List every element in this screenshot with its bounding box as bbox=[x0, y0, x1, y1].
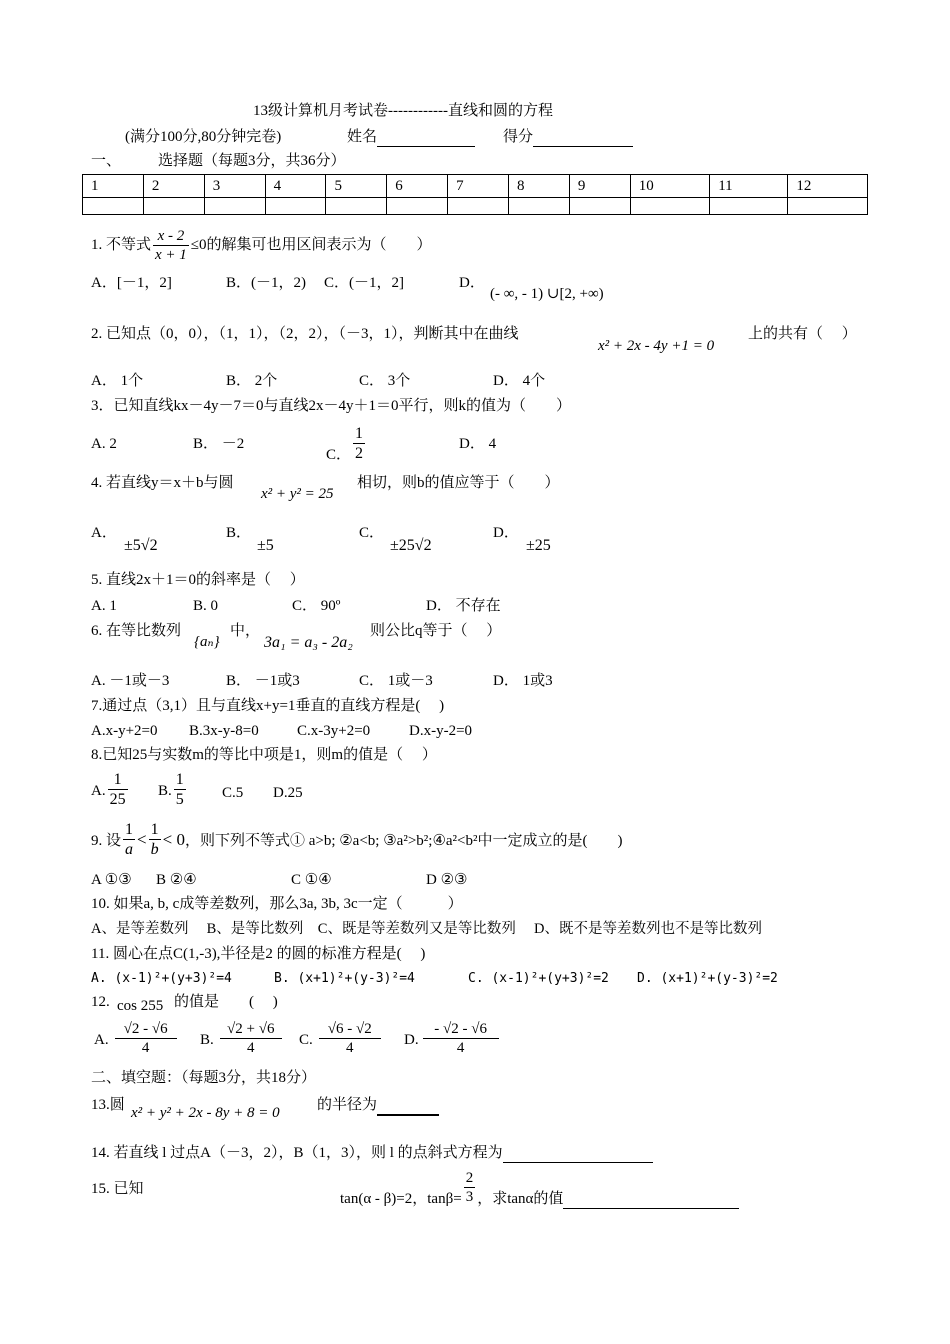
q3-option-b[interactable]: B． －2 bbox=[193, 436, 245, 452]
answer-table-header-4: 4 bbox=[265, 175, 326, 198]
q6-option-b[interactable]: B． －1或3 bbox=[226, 673, 300, 689]
q14-answer-blank[interactable] bbox=[503, 1145, 653, 1163]
answer-table-header-10: 10 bbox=[630, 175, 710, 198]
q6-sequence: {aₙ} bbox=[194, 634, 220, 650]
q3-c-numerator: 1 bbox=[353, 424, 365, 444]
q9-fraction-b: $\frac{1}{b}$ bbox=[150, 821, 159, 859]
q4-option-a-value: ±5√2 bbox=[124, 537, 158, 554]
q12-suffix: 的值是 ( ) bbox=[174, 994, 278, 1010]
answer-cell-9[interactable] bbox=[569, 198, 630, 215]
q12-cos-expression: cos 255 bbox=[117, 998, 164, 1014]
q12-b-numerator: √2 + √6 bbox=[220, 1020, 282, 1039]
q9-fraction-a: $\frac{1}{a}$ bbox=[125, 821, 134, 859]
question-5: 5. 直线2x＋1＝0的斜率是（ ） bbox=[91, 572, 305, 588]
q6-mid: 中， bbox=[230, 623, 261, 639]
q7-option-c[interactable]: C.x-3y+2=0 bbox=[297, 723, 371, 739]
q12-a-numerator: √2 - √6 bbox=[115, 1020, 177, 1039]
q13-suffix: 的半径为 bbox=[317, 1097, 378, 1113]
answer-cell-3[interactable] bbox=[204, 198, 265, 215]
q12-c-denominator: 4 bbox=[346, 1040, 354, 1056]
q3-option-c-fraction bbox=[353, 424, 365, 463]
question-13-suffix bbox=[317, 1097, 439, 1116]
answer-table-header-row bbox=[83, 175, 868, 198]
q11-option-d[interactable]: D. (x+1)²+(y-3)²=2 bbox=[637, 971, 778, 986]
q15-numerator: 2 bbox=[465, 1170, 474, 1186]
q12-d-numerator: - √2 - √6 bbox=[423, 1020, 499, 1039]
q4-suffix: 相切，则b的值应等于（ ） bbox=[357, 475, 560, 491]
q12-option-b-label: B. bbox=[200, 1031, 214, 1048]
q8-b-denominator: 5 bbox=[175, 791, 184, 809]
question-12-prefix: 12. bbox=[91, 994, 110, 1010]
q12-c-numerator: √6 - √2 bbox=[319, 1020, 381, 1039]
q8-option-d[interactable]: D.25 bbox=[273, 785, 303, 801]
answer-table-header-8: 8 bbox=[509, 175, 570, 198]
exam-info: (满分100分,80分钟完卷) bbox=[125, 129, 282, 145]
q4-option-c-value: ±25√2 bbox=[390, 537, 432, 554]
q6-suffix: 则公比q等于（ ） bbox=[370, 623, 502, 639]
q3-option-c-label: C． bbox=[326, 447, 352, 464]
answer-cell-7[interactable] bbox=[448, 198, 509, 215]
q9-option-c[interactable]: C ①④ bbox=[291, 872, 332, 888]
q3-option-d[interactable]: D． 4 bbox=[459, 436, 497, 452]
q8-b-numerator: 1 bbox=[174, 770, 186, 790]
answer-table bbox=[82, 174, 868, 215]
q8-option-a-label: A. bbox=[91, 783, 106, 800]
q1-option-c[interactable]: C．(－1，2] bbox=[324, 275, 404, 291]
q6-option-a[interactable]: A. －1或－3 bbox=[91, 673, 170, 689]
q10-options[interactable]: A、是等差数列 B、是等比数列 C、既是等差数列又是等比数列 D、既不是等差数列也不是等比数列 bbox=[91, 921, 763, 937]
answer-cell-4[interactable] bbox=[265, 198, 326, 215]
q7-option-b[interactable]: B.3x-y-8=0 bbox=[189, 723, 259, 739]
question-4-prefix: 4. 若直线y＝x＋b与圆 bbox=[91, 475, 234, 491]
q2-option-d[interactable]: D． 4个 bbox=[493, 373, 546, 389]
q5-option-d[interactable]: D． 不存在 bbox=[426, 598, 501, 614]
question-2: 2. 已知点（0，0），（1，1），（2，2），（－3，1），判断其中在曲线 bbox=[91, 326, 519, 342]
answer-table-header-5: 5 bbox=[326, 175, 387, 198]
q15-expression: tan(α - β)=2，tanβ= bbox=[340, 1190, 462, 1207]
q8-b-fraction bbox=[174, 770, 186, 809]
q3-option-c[interactable] bbox=[326, 424, 367, 463]
q4-option-c[interactable]: C． bbox=[359, 525, 385, 541]
q12-option-d[interactable] bbox=[404, 1020, 501, 1057]
q6-option-c[interactable]: C． 1或－3 bbox=[359, 673, 433, 689]
question-1 bbox=[91, 227, 432, 264]
section-2-heading: 二、填空题：（每题3分，共18分） bbox=[91, 1070, 317, 1086]
answer-cell-1[interactable] bbox=[83, 198, 144, 215]
q4-option-b[interactable]: B． bbox=[226, 525, 252, 541]
answer-cell-6[interactable] bbox=[387, 198, 448, 215]
q15-suffix: ，求tanα的值 bbox=[477, 1190, 564, 1207]
q15-denominator: 3 bbox=[465, 1189, 474, 1205]
q8-a-denominator: 25 bbox=[109, 791, 126, 809]
q4-option-a[interactable]: A． bbox=[91, 525, 117, 541]
q15-answer-blank[interactable] bbox=[563, 1191, 739, 1209]
q13-circle-equation: x² + y² + 2x - 8y + 8 = 0 bbox=[131, 1105, 280, 1121]
q2-option-a[interactable]: A． 1个 bbox=[91, 373, 144, 389]
question-3: 3．已知直线kx－4y－7＝0与直线2x－4y＋1＝0平行，则k的值为（ ） bbox=[91, 398, 572, 414]
score-blank[interactable] bbox=[533, 129, 633, 147]
question-14 bbox=[91, 1145, 653, 1163]
answer-table-answer-row[interactable] bbox=[83, 198, 868, 215]
question-11: 11. 圆心在点C(1,-3),半径是2 的圆的标准方程是( ) bbox=[91, 946, 426, 962]
q2-suffix: 上的共有（ ） bbox=[748, 326, 857, 342]
q11-option-b[interactable]: B. (x+1)²+(y-3)²=4 bbox=[274, 971, 415, 986]
q9-option-a[interactable]: A ①③ bbox=[91, 872, 132, 888]
score-label: 得分 bbox=[503, 129, 534, 145]
q8-a-fraction bbox=[108, 770, 128, 809]
q12-option-d-label: D. bbox=[404, 1031, 419, 1048]
q1-numerator: x - 2 bbox=[153, 227, 189, 246]
q14-text: 14. 若直线 l 过点A（－3，2），B（1，3），则 l 的点斜式方程为 bbox=[91, 1145, 503, 1161]
q9-option-b[interactable]: B ②④ bbox=[156, 872, 197, 888]
q6-option-d[interactable]: D． 1或3 bbox=[493, 673, 553, 689]
question-15 bbox=[340, 1169, 739, 1206]
name-blank[interactable] bbox=[377, 129, 475, 147]
answer-table-header-11: 11 bbox=[710, 175, 788, 198]
answer-table-header-9: 9 bbox=[569, 175, 630, 198]
question-13-prefix: 13.圆 bbox=[91, 1097, 125, 1113]
q5-option-c[interactable]: C． 90º bbox=[292, 598, 341, 614]
answer-cell-12[interactable] bbox=[788, 198, 868, 215]
q1-denominator: x + 1 bbox=[155, 247, 187, 263]
q8-option-b-label: B. bbox=[158, 783, 172, 800]
q1-option-d[interactable]: D． bbox=[459, 275, 485, 291]
question-7: 7.通过点（3,1）且与直线x+y=1垂直的直线方程是( ) bbox=[91, 698, 445, 714]
q2-curve-equation: x² + 2x - 4y +1 = 0 bbox=[598, 338, 715, 354]
q12-d-fraction bbox=[423, 1020, 499, 1057]
answer-cell-11[interactable] bbox=[710, 198, 788, 215]
q12-b-denominator: 4 bbox=[247, 1040, 255, 1056]
q4-option-d[interactable]: D． bbox=[493, 525, 519, 541]
q12-a-denominator: 4 bbox=[141, 1040, 150, 1056]
q15-fraction bbox=[464, 1169, 476, 1206]
q8-a-numerator: 1 bbox=[108, 770, 128, 790]
question-8: 8.已知25与实数m的等比中项是1，则m的值是（ ） bbox=[91, 747, 437, 763]
q1-option-d-interval: (- ∞, - 1) ∪[2, +∞) bbox=[490, 286, 604, 302]
q11-option-a[interactable]: A. (x-1)²+(y+3)²=4 bbox=[91, 971, 232, 986]
question-6-prefix: 6. 在等比数列 bbox=[91, 623, 182, 639]
page-title: 13级计算机月考试卷------------直线和圆的方程 bbox=[253, 103, 553, 119]
q12-b-fraction bbox=[220, 1020, 282, 1057]
section-1-heading: 选择题（每题3分，共36分） bbox=[158, 153, 346, 169]
answer-table-header-6: 6 bbox=[387, 175, 448, 198]
q1-prefix: 1. 不等式 bbox=[91, 236, 152, 253]
answer-table-header-1: 1 bbox=[83, 175, 144, 198]
q4-option-b-value: ±5 bbox=[257, 537, 274, 554]
answer-table-header-2: 2 bbox=[143, 175, 204, 198]
q7-option-a[interactable]: A.x-y+2=0 bbox=[91, 723, 158, 739]
answer-cell-5[interactable] bbox=[326, 198, 387, 215]
q11-option-c[interactable]: C. (x-1)²+(y+3)²=2 bbox=[468, 971, 609, 986]
q4-option-d-value: ±25 bbox=[526, 537, 551, 554]
q1-suffix: ≤0的解集可也用区间表示为（ ） bbox=[190, 236, 432, 253]
answer-cell-2[interactable] bbox=[143, 198, 204, 215]
question-9: 9. 设 $\frac{1}{a}$ < $\frac{1}{b}$ < 0，则下列不等式① a>b; ②a<b; ③a²>b²;④a²<b²中一定成立的是( ) bbox=[91, 821, 623, 859]
q5-option-a[interactable]: A. 1 bbox=[91, 598, 117, 614]
section-1-number: 一、 bbox=[91, 153, 122, 169]
q9-prefix: 9. 设 bbox=[91, 833, 122, 850]
q1-option-a[interactable]: A．[－1，2] bbox=[91, 275, 172, 291]
q12-c-fraction bbox=[319, 1020, 381, 1057]
answer-table-header-3: 3 bbox=[204, 175, 265, 198]
q6-equation: 3a₁ = a₃ - 2a₂ bbox=[264, 634, 353, 651]
q12-option-b[interactable] bbox=[200, 1020, 284, 1057]
q1-fraction bbox=[153, 227, 189, 264]
name-label: 姓名 bbox=[347, 129, 378, 145]
q9-option-d[interactable]: D ②③ bbox=[426, 872, 468, 888]
answer-cell-8[interactable] bbox=[509, 198, 570, 215]
q12-option-c[interactable] bbox=[299, 1020, 383, 1057]
q12-d-denominator: 4 bbox=[456, 1040, 465, 1056]
q2-option-b[interactable]: B． 2个 bbox=[226, 373, 278, 389]
q13-answer-blank[interactable] bbox=[377, 1097, 439, 1116]
q2-option-c[interactable]: C． 3个 bbox=[359, 373, 411, 389]
name-field[interactable] bbox=[347, 129, 475, 147]
q12-a-fraction bbox=[115, 1020, 177, 1057]
score-field[interactable] bbox=[503, 129, 633, 147]
q12-option-a[interactable] bbox=[94, 1020, 179, 1057]
q3-option-a[interactable]: A. 2 bbox=[91, 436, 117, 452]
answer-table-header-12: 12 bbox=[788, 175, 868, 198]
q5-option-b[interactable]: B. 0 bbox=[193, 598, 219, 614]
q12-option-c-label: C. bbox=[299, 1031, 313, 1048]
q12-option-a-label: A. bbox=[94, 1031, 109, 1048]
question-15-prefix: 15. 已知 bbox=[91, 1181, 144, 1197]
q8-option-a[interactable] bbox=[91, 770, 130, 809]
answer-cell-10[interactable] bbox=[630, 198, 710, 215]
q8-option-b[interactable] bbox=[158, 770, 188, 809]
q9-suffix: ，则下列不等式① a>b; ②a<b; ③a²>b²;④a²<b²中一定成立的是( ) bbox=[184, 833, 623, 850]
q4-circle-equation: x² + y² = 25 bbox=[261, 486, 334, 502]
question-10: 10. 如果a, b, c成等差数列，那么3a, 3b, 3c一定（ ） bbox=[91, 896, 463, 912]
q7-option-d[interactable]: D.x-y-2=0 bbox=[409, 723, 473, 739]
q8-option-c[interactable]: C.5 bbox=[222, 785, 244, 801]
answer-table-header-7: 7 bbox=[448, 175, 509, 198]
q3-c-denominator: 2 bbox=[355, 445, 364, 463]
q1-option-b[interactable]: B．(－1，2) bbox=[226, 275, 306, 291]
